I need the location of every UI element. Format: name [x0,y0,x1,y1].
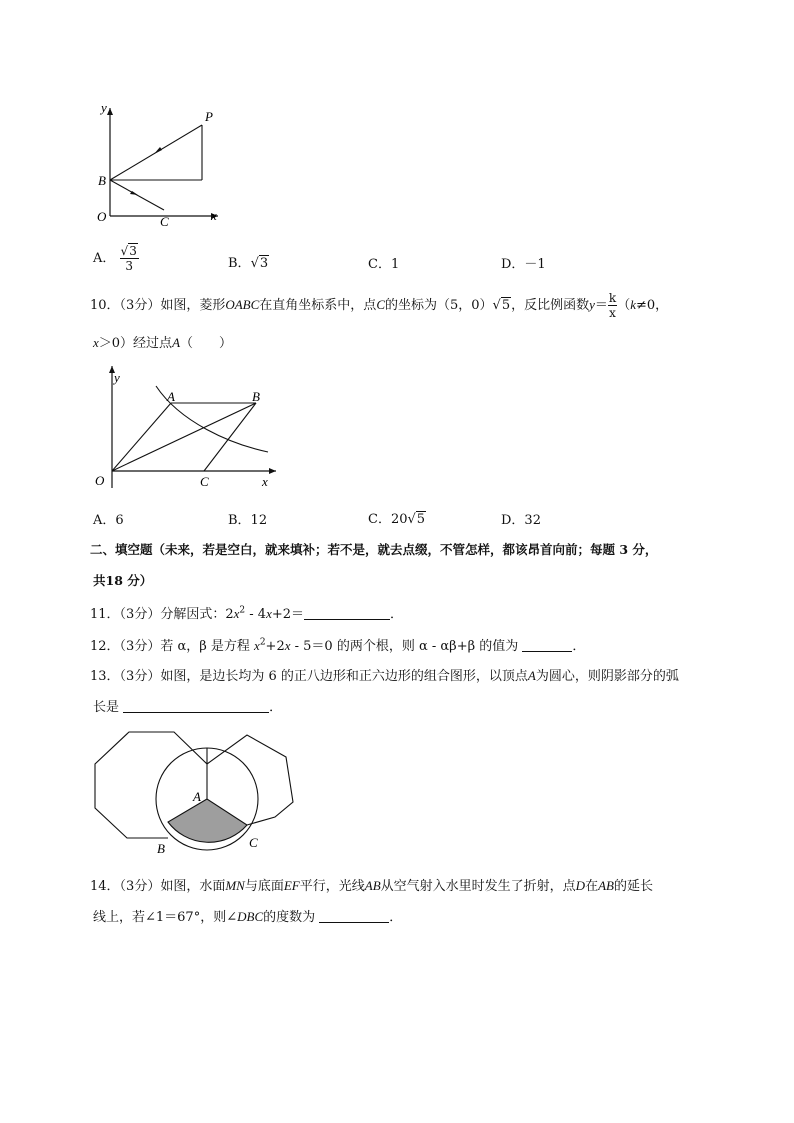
q10-label-c: C [200,474,209,489]
q12: 12．（3分）若 α，β 是方程 $x^2+2x - 5=0$ 的两个根，则 α - αβ+β 的值为 ． [90,637,586,654]
q11: 11．（3分）分解因式：$2x^2 - 4x+2=$ ． [90,605,404,622]
q10-line2: x＞0）经过点A（ ） [93,335,233,351]
section2-heading-line2: 共18 分） [93,573,153,588]
q9-option-c: C．1 [368,257,400,272]
q10-function-fraction: $\frac{k}{x}$ [608,291,617,320]
q9-figure [90,98,230,228]
q13-label-b: B [157,841,165,856]
q14-line2: 线上，若∠1＝67°，则∠DBC的度数为 ． [93,909,403,925]
q14-answer-blank[interactable] [319,910,389,923]
q10-label-b: B [252,389,260,404]
q10-option-d: D．32 [501,513,541,528]
q9-label-y: y [101,100,107,115]
q9-label-b: B [98,173,106,188]
q13-label-a: A [193,789,201,804]
q9-option-a: A． $\frac{√3}{3}$ [93,244,137,273]
q13-answer-blank[interactable] [123,700,269,713]
q10-label-o: O [95,473,105,488]
q9-label-p: P [205,109,213,124]
q10-label-a: A [167,389,175,404]
q10-figure [90,362,280,492]
q10-option-c: C．20√5 [368,512,426,527]
q11-answer-blank[interactable] [304,607,390,620]
q9-option-b: B．√3 [228,256,269,271]
q13-label-c: C [249,835,258,850]
q10-label-y: y [114,370,120,385]
q10-option-a: A．6 [93,513,124,528]
q10-option-b: B．12 [228,513,268,528]
q10-line1: 10．（3分）如图，菱形OABC在直角坐标系中，点C的坐标为（5，0）√5，反比例函数y＝ $\frac{k}{x}$ （k≠0， [90,291,669,320]
section2-heading-line1: 二、填空题（未来，若是空白，就来填补；若不是，就去点缀，不管怎样，都该昂首向前；每题 3 分， [90,542,658,557]
q9-option-a-fraction: $\frac{√3}{3}$ [120,244,137,273]
q9-option-d: D．－1 [501,257,546,272]
q9-label-c: C [160,214,169,228]
q9-label-o: O [97,209,107,224]
q9-label-x: x [211,208,217,223]
q13-line1: 13．（3分）如图，是边长均为 6 的正八边形和正六边形的组合图形，以顶点A为圆心，则阴影部分的弧 [90,668,679,684]
q12-answer-blank[interactable] [522,639,572,652]
q10-label-x: x [262,474,268,489]
q14-line1: 14．（3分）如图，水面MN与底面EF平行，光线AB从空气射入水里时发生了折射，点D在AB的延长 [90,878,653,894]
q13-line2: 长是 ． [93,700,283,715]
q13-figure [90,722,305,858]
